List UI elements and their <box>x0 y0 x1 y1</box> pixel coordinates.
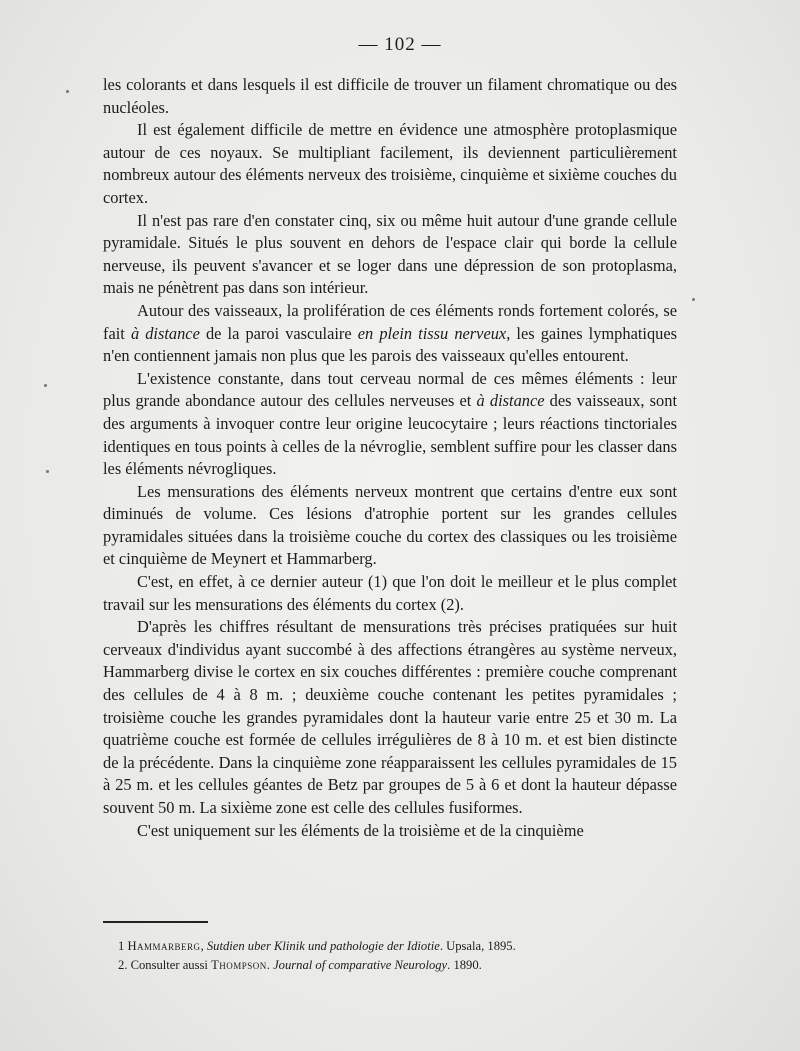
paragraph <box>103 300 677 368</box>
text-run: Il n'est pas rare d'en constater cinq, six ou même huit autour d'une grande cellule pyramidale. Situés le plus souvent en dehors de l'espace clair qui borde la cellule nerveuse, ils peuvent s'avancer et se loger dans une dépression de son protoplasma, mais ne pénètrent pas dans son intérieur. <box>103 210 677 298</box>
text-run: 2. Consulter aussi <box>118 958 212 972</box>
paragraph <box>103 616 677 819</box>
paragraph <box>103 119 677 209</box>
text-run: Les mensurations des éléments nerveux montrent que certains d'entre eux sont diminués de volume. Ces lésions d'atrophie portent sur les grandes cellules pyramidales situées dans la troisième couche du cortex des classiques ou les troisième et cinquième de Meynert et Hammarberg. <box>103 481 677 569</box>
italic-text: à distance <box>476 391 545 411</box>
text-run: . 1890. <box>447 958 482 972</box>
text-run: . <box>266 958 274 972</box>
text-run: Autour des vaisseaux, la prolifération de ces éléments ronds fortement colorés, se fait <box>103 300 677 343</box>
page-number: — 102 — <box>358 34 442 55</box>
paragraph <box>103 820 677 843</box>
text-run: C'est, en effet, à ce dernier auteur (1) que l'on doit le meilleur et le plus complet travail sur les mensurations des éléments du cortex (2). <box>103 572 677 614</box>
italic-text: à distance <box>130 323 200 343</box>
text-run: C'est uniquement sur les éléments de la troisième et de la cinquième <box>137 820 584 840</box>
paragraph <box>103 571 677 616</box>
body-text <box>103 74 677 842</box>
text-run: Il est également difficile de mettre en évidence une atmosphère protoplasmique autour de ces noyaux. Se multipliant facilement, ils deviennent particulièrement nombreux autour des éléments nerveux des troisième, cinquième et sixième couches du cortex. <box>103 120 677 207</box>
italic-text: Sutdien uber Klinik und pathologie der Idiotie <box>206 939 440 953</box>
text-run: des vaisseaux, sont des arguments à invoquer contre leur origine leucocytaire ; leurs réactions tinctoriales identiques en tous points à celles de la névroglie, semblent suffire pour les classer dans les éléments névrogliques. <box>103 391 677 479</box>
scan-speck <box>46 470 49 473</box>
footnote-divider <box>103 921 208 923</box>
text-run: L'existence constante, dans tout cerveau normal de ces mêmes éléments : leur plus grande abondance autour des cellules nerveuses et <box>103 368 677 411</box>
paragraph <box>103 74 677 119</box>
author-name: Thompson <box>211 958 267 972</box>
italic-text: en plein tissu nerveux <box>357 323 507 343</box>
text-run: , les gaines lymphatiques n'en contiennent jamais non plus que les parois des vaisseaux qu'elles entourent. <box>103 323 677 366</box>
footnote <box>118 956 638 975</box>
scan-speck <box>66 90 69 93</box>
footnotes <box>118 937 638 975</box>
text-run: D'après les chiffres résultant de mensurations très précises pratiquées sur huit cerveaux d'individus ayant succombé à des affections étrangères au système nerveux, Hammarberg divise le cortex en six couches différentes : première couche comprenant des cellules de 4 à 8 m. ; deuxième couche contenant les petites pyramidales ; troisième couche les grandes pyramidales dont la hauteur varie entre 25 et 30 m. La quatrième couche est formée de cellules irrégulières de 8 à 10 m. et est bien distincte de la précédente. Dans la cinquième zone réapparaissent les cellules pyramidales de 15 à 25 m. et les cellules géantes de Betz par groupes de 5 à 6 et dont la hauteur dépasse souvent 50 m. La sixième zone est celle des cellules fusiformes. <box>103 617 677 817</box>
paragraph <box>103 210 677 300</box>
text-run: . Upsala, 1895. <box>439 939 516 953</box>
scan-speck <box>44 384 47 387</box>
scan-speck <box>692 298 695 301</box>
footnote <box>118 937 638 956</box>
text-run: 1 <box>118 939 128 953</box>
text-run: de la paroi vasculaire <box>199 323 358 343</box>
italic-text: Journal of comparative Neurology <box>273 958 448 972</box>
text-run: , <box>200 939 207 953</box>
paragraph <box>103 481 677 571</box>
text-run: les colorants et dans lesquels il est difficile de trouver un filament chromatique ou des nucléoles. <box>103 75 677 117</box>
paragraph <box>103 368 677 481</box>
author-name: Hammarberg <box>127 939 201 953</box>
